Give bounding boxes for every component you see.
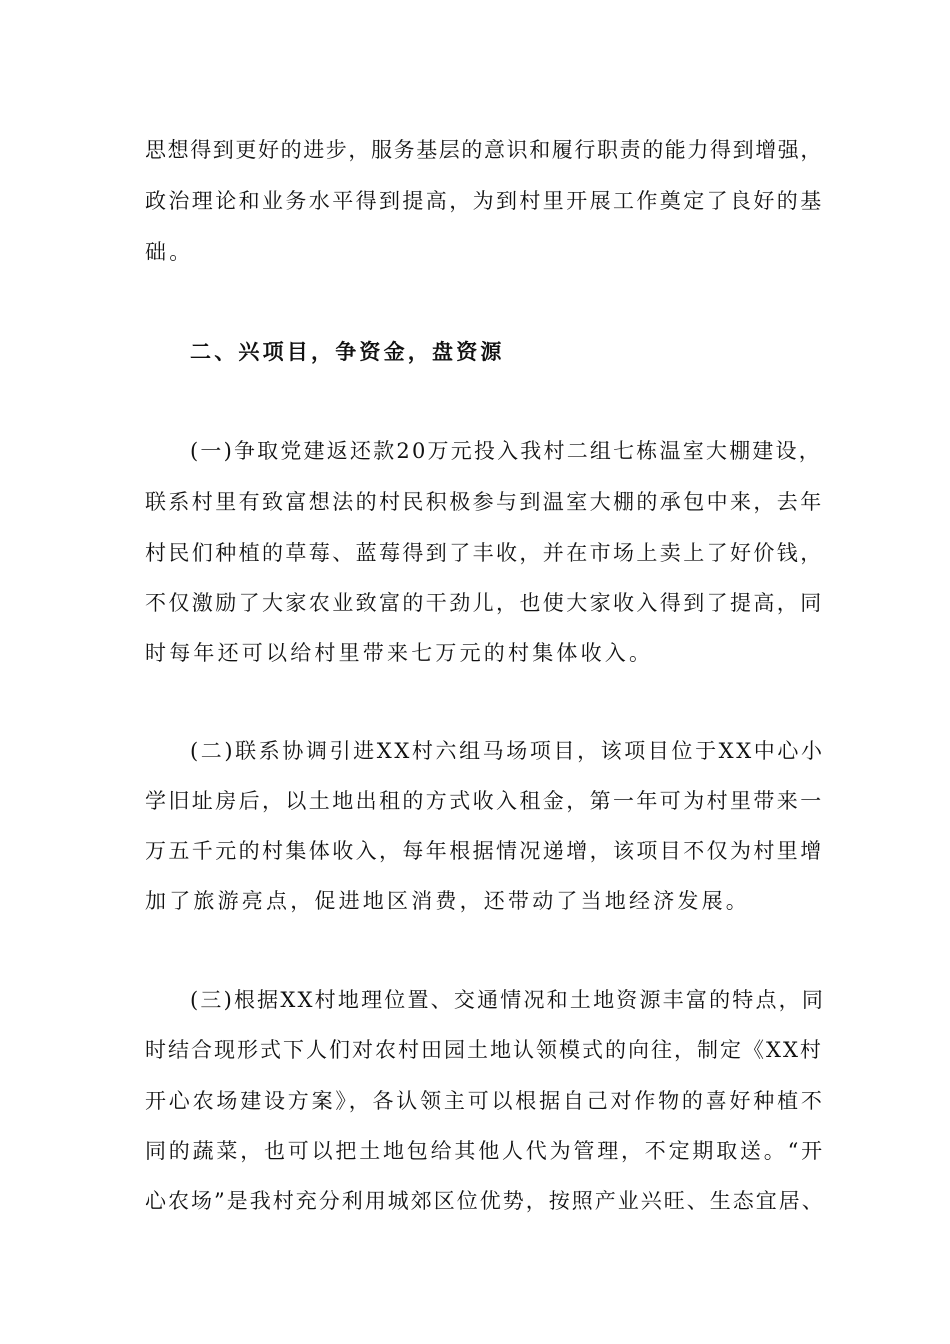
paragraph-3-line-2: 时结合现形式下人们对农村田园土地认领模式的向往，制定《XX村 [145, 1038, 823, 1062]
paragraph-2-line-4: 加了旅游亮点，促进地区消费，还带动了当地经济发展。 [145, 889, 750, 913]
paragraph-1-line-5: 时每年还可以给村里带来七万元的村集体收入。 [145, 641, 654, 665]
section-heading: 二、兴项目，争资金，盘资源 [190, 339, 505, 364]
paragraph-2-line-1: (二)联系协调引进XX村六组马场项目，该项目位于XX中心小 [190, 739, 825, 763]
paragraph-2-line-3: 万五千元的村集体收入，每年根据情况递增，该项目不仅为村里增 [145, 839, 824, 863]
paragraph-3-line-5: 心农场”是我村充分利用城郊区位优势，按照产业兴旺、生态宜居、 [145, 1189, 825, 1213]
paragraph-1-line-1: (一)争取党建返还款20万元投入我村二组七栋温室大棚建设， [190, 439, 822, 463]
paragraph-0-line-2: 政治理论和业务水平得到提高，为到村里开展工作奠定了良好的基 [145, 189, 824, 213]
paragraph-3-line-3: 开心农场建设方案》，各认领主可以根据自己对作物的喜好种植不 [145, 1089, 825, 1113]
paragraph-2-line-2: 学旧址房后，以土地出租的方式收入租金，第一年可为村里带来一 [145, 789, 824, 813]
paragraph-3-line-1: (三)根据XX村地理位置、交通情况和土地资源丰富的特点，同 [190, 988, 826, 1012]
paragraph-1-line-2: 联系村里有致富想法的村民积极参与到温室大棚的承包中来，去年 [145, 490, 824, 514]
paragraph-3-line-4: 同的蔬菜，也可以把土地包给其他人代为管理，不定期取送。“开 [145, 1139, 825, 1163]
paragraph-1-line-3: 村民们种植的草莓、蓝莓得到了丰收，并在市场上卖上了好价钱， [145, 541, 824, 565]
paragraph-0-line-1: 思想得到更好的进步，服务基层的意识和履行职责的能力得到增强， [145, 138, 823, 162]
paragraph-1-line-4: 不仅激励了大家农业致富的干劲儿，也使大家收入得到了提高，同 [145, 591, 824, 615]
paragraph-0-line-3: 础。 [145, 240, 194, 264]
